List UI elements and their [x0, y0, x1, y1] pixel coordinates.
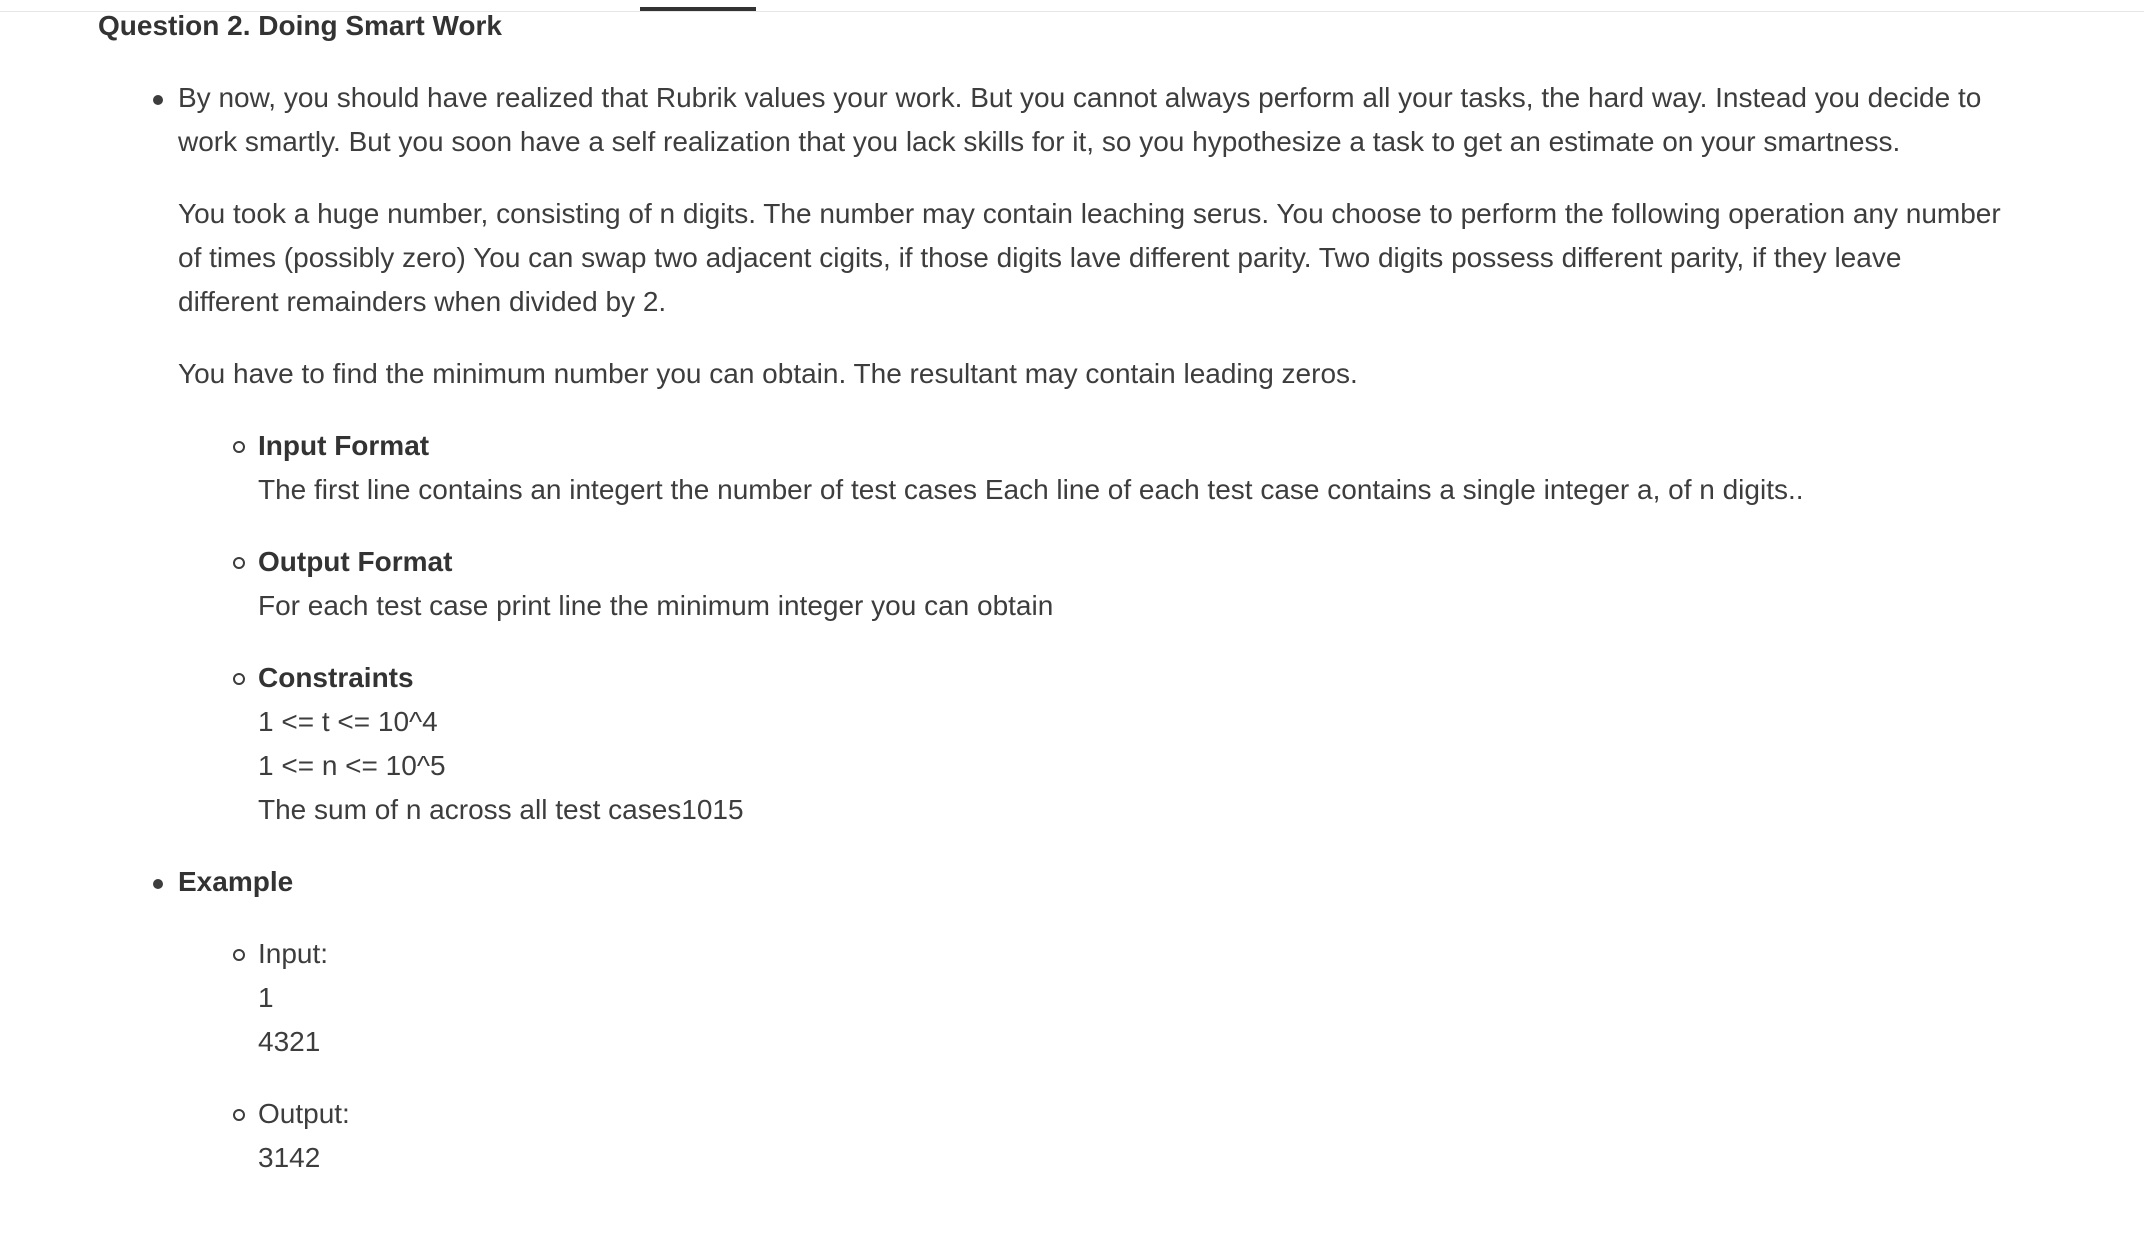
example-list — [178, 932, 2008, 1180]
intro-paragraph-2: You took a huge number, consisting of n digits. The number may contain leaching serus. You choose to perform the following operation any number of times (possibly zero) You can swap two adjacent cigits, if those digits lave different parity. Two digits possess different parity, if they leave different remainders when divided by 2. — [178, 198, 2001, 317]
output-format-text: For each test case print line the minimum integer you can obtain — [258, 590, 1054, 621]
list-item-example — [0, 860, 2008, 1180]
example-output-label: Output: — [258, 1098, 350, 1129]
bullet-circle-icon — [233, 557, 245, 569]
list-item-input-format — [178, 424, 2008, 512]
bullet-disc-icon — [153, 95, 163, 105]
bullet-circle-icon — [233, 441, 245, 453]
format-sections-list — [178, 424, 2008, 832]
example-output-line: 3142 — [258, 1142, 321, 1173]
bullet-circle-icon — [233, 949, 245, 961]
bullet-disc-icon — [153, 879, 163, 889]
list-item-example-input — [178, 932, 2008, 1064]
intro-paragraph-1: By now, you should have realized that Rubrik values your work. But you cannot always perform all your tasks, the hard way. Instead you decide to work smartly. But you soon have a self realization that you lack skills for it, so you hypothesize a task to get an estimate on your smartness. — [178, 82, 1982, 157]
example-input-label: Input: — [258, 938, 329, 969]
list-item-example-output — [178, 1092, 2008, 1180]
example-label: Example — [178, 866, 294, 897]
list-item-constraints — [178, 656, 2008, 832]
constraints-label: Constraints — [258, 662, 414, 693]
output-format-label: Output Format — [258, 546, 453, 577]
intro-paragraph-3: You have to find the minimum number you can obtain. The resultant may contain leading zeros. — [178, 358, 1358, 389]
bullet-circle-icon — [233, 1109, 245, 1121]
bullet-circle-icon — [233, 673, 245, 685]
constraint-line: 1 <= t <= 10^4 — [258, 706, 438, 737]
question-title: Question 2. Doing Smart Work — [98, 10, 502, 41]
list-item-output-format — [178, 540, 2008, 628]
input-format-label: Input Format — [258, 430, 430, 461]
constraint-line: The sum of n across all test cases1015 — [258, 794, 744, 825]
question-body-list — [0, 76, 2144, 1208]
input-format-text: The first line contains an integert the number of test cases Each line of each test case contains a single integer a, of n digits.. — [258, 474, 1804, 505]
active-tab-indicator — [640, 7, 756, 11]
example-input-line: 4321 — [258, 1026, 321, 1057]
list-item-description — [0, 76, 2008, 832]
example-input-line: 1 — [258, 982, 274, 1013]
constraint-line: 1 <= n <= 10^5 — [258, 750, 446, 781]
